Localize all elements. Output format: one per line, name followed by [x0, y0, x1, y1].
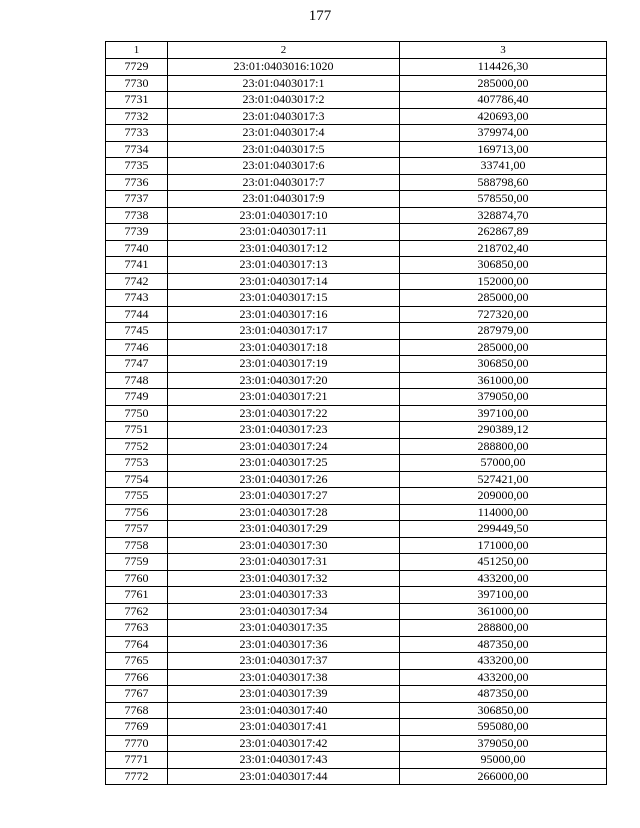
value-cell: 595080,00	[400, 719, 607, 736]
table-row	[106, 224, 607, 241]
value-cell: 407786,40	[400, 92, 607, 109]
row-index-cell: 7763	[106, 620, 168, 637]
table-row	[106, 405, 607, 422]
column-header-1: 1	[106, 42, 168, 59]
cadastral-number-cell: 23:01:0403017:40	[168, 702, 400, 719]
cadastral-number-cell: 23:01:0403017:23	[168, 422, 400, 439]
row-index-cell: 7745	[106, 323, 168, 340]
table-row	[106, 603, 607, 620]
cadastral-number-cell: 23:01:0403017:4	[168, 125, 400, 142]
cadastral-number-cell: 23:01:0403017:38	[168, 669, 400, 686]
cadastral-number-cell: 23:01:0403017:32	[168, 570, 400, 587]
row-index-cell: 7738	[106, 207, 168, 224]
row-index-cell: 7769	[106, 719, 168, 736]
row-index-cell: 7758	[106, 537, 168, 554]
value-cell: 287979,00	[400, 323, 607, 340]
row-index-cell: 7757	[106, 521, 168, 538]
row-index-cell: 7752	[106, 438, 168, 455]
table-row	[106, 92, 607, 109]
cadastral-number-cell: 23:01:0403017:41	[168, 719, 400, 736]
table-row	[106, 273, 607, 290]
value-cell: 262867,89	[400, 224, 607, 241]
cadastral-number-cell: 23:01:0403017:35	[168, 620, 400, 637]
row-index-cell: 7732	[106, 108, 168, 125]
row-index-cell: 7762	[106, 603, 168, 620]
value-cell: 328874,70	[400, 207, 607, 224]
row-index-cell: 7749	[106, 389, 168, 406]
value-cell: 288800,00	[400, 438, 607, 455]
row-index-cell: 7744	[106, 306, 168, 323]
value-cell: 299449,50	[400, 521, 607, 538]
value-cell: 288800,00	[400, 620, 607, 637]
cadastral-number-cell: 23:01:0403017:25	[168, 455, 400, 472]
row-index-cell: 7729	[106, 59, 168, 76]
value-cell: 433200,00	[400, 570, 607, 587]
value-cell: 285000,00	[400, 290, 607, 307]
table-row	[106, 471, 607, 488]
value-cell: 527421,00	[400, 471, 607, 488]
table-row	[106, 653, 607, 670]
value-cell: 397100,00	[400, 587, 607, 604]
cadastral-number-cell: 23:01:0403017:5	[168, 141, 400, 158]
table-row	[106, 686, 607, 703]
value-cell: 95000,00	[400, 752, 607, 769]
table-row	[106, 108, 607, 125]
cadastral-number-cell: 23:01:0403017:37	[168, 653, 400, 670]
table-row	[106, 141, 607, 158]
value-cell: 433200,00	[400, 653, 607, 670]
table-row	[106, 735, 607, 752]
row-index-cell: 7731	[106, 92, 168, 109]
cadastral-number-cell: 23:01:0403017:15	[168, 290, 400, 307]
table-row	[106, 339, 607, 356]
cadastral-number-cell: 23:01:0403017:9	[168, 191, 400, 208]
row-index-cell: 7735	[106, 158, 168, 175]
row-index-cell: 7772	[106, 768, 168, 785]
value-cell: 379050,00	[400, 735, 607, 752]
cadastral-number-cell: 23:01:0403016:1020	[168, 59, 400, 76]
value-cell: 361000,00	[400, 603, 607, 620]
value-cell: 306850,00	[400, 257, 607, 274]
cadastral-number-cell: 23:01:0403017:24	[168, 438, 400, 455]
cadastral-number-cell: 23:01:0403017:39	[168, 686, 400, 703]
row-index-cell: 7768	[106, 702, 168, 719]
value-cell: 433200,00	[400, 669, 607, 686]
cadastral-number-cell: 23:01:0403017:30	[168, 537, 400, 554]
value-cell: 361000,00	[400, 372, 607, 389]
row-index-cell: 7734	[106, 141, 168, 158]
table-row	[106, 669, 607, 686]
row-index-cell: 7771	[106, 752, 168, 769]
table-row	[106, 240, 607, 257]
value-cell: 209000,00	[400, 488, 607, 505]
row-index-cell: 7755	[106, 488, 168, 505]
row-index-cell: 7750	[106, 405, 168, 422]
table-row	[106, 570, 607, 587]
value-cell: 290389,12	[400, 422, 607, 439]
table-body	[106, 59, 607, 785]
table-row	[106, 191, 607, 208]
row-index-cell: 7748	[106, 372, 168, 389]
value-cell: 306850,00	[400, 356, 607, 373]
value-cell: 114000,00	[400, 504, 607, 521]
cadastral-number-cell: 23:01:0403017:42	[168, 735, 400, 752]
cadastral-number-cell: 23:01:0403017:43	[168, 752, 400, 769]
row-index-cell: 7746	[106, 339, 168, 356]
cadastral-number-cell: 23:01:0403017:28	[168, 504, 400, 521]
row-index-cell: 7739	[106, 224, 168, 241]
cadastral-number-cell: 23:01:0403017:12	[168, 240, 400, 257]
table-row	[106, 537, 607, 554]
table-row	[106, 290, 607, 307]
value-cell: 379974,00	[400, 125, 607, 142]
value-cell: 114426,30	[400, 59, 607, 76]
value-cell: 152000,00	[400, 273, 607, 290]
value-cell: 171000,00	[400, 537, 607, 554]
page-number: 177	[308, 8, 332, 24]
table-row	[106, 752, 607, 769]
row-index-cell: 7759	[106, 554, 168, 571]
value-cell: 285000,00	[400, 339, 607, 356]
value-cell: 218702,40	[400, 240, 607, 257]
value-cell: 451250,00	[400, 554, 607, 571]
table-row	[106, 636, 607, 653]
value-cell: 727320,00	[400, 306, 607, 323]
cadastre-table	[105, 41, 607, 785]
cadastral-number-cell: 23:01:0403017:21	[168, 389, 400, 406]
row-index-cell: 7751	[106, 422, 168, 439]
table-row	[106, 75, 607, 92]
cadastral-number-cell: 23:01:0403017:33	[168, 587, 400, 604]
table-row	[106, 174, 607, 191]
table-row	[106, 438, 607, 455]
value-cell: 306850,00	[400, 702, 607, 719]
cadastral-number-cell: 23:01:0403017:6	[168, 158, 400, 175]
value-cell: 397100,00	[400, 405, 607, 422]
row-index-cell: 7741	[106, 257, 168, 274]
cadastral-number-cell: 23:01:0403017:22	[168, 405, 400, 422]
cadastral-number-cell: 23:01:0403017:44	[168, 768, 400, 785]
cadastral-number-cell: 23:01:0403017:14	[168, 273, 400, 290]
column-header-2: 2	[168, 42, 400, 59]
value-cell: 33741,00	[400, 158, 607, 175]
table-row	[106, 620, 607, 637]
row-index-cell: 7756	[106, 504, 168, 521]
value-cell: 169713,00	[400, 141, 607, 158]
value-cell: 588798,60	[400, 174, 607, 191]
row-index-cell: 7761	[106, 587, 168, 604]
table-row	[106, 554, 607, 571]
cadastral-number-cell: 23:01:0403017:27	[168, 488, 400, 505]
table-row	[106, 356, 607, 373]
value-cell: 285000,00	[400, 75, 607, 92]
cadastral-number-cell: 23:01:0403017:13	[168, 257, 400, 274]
value-cell: 487350,00	[400, 686, 607, 703]
row-index-cell: 7766	[106, 669, 168, 686]
value-cell: 379050,00	[400, 389, 607, 406]
row-index-cell: 7764	[106, 636, 168, 653]
table-row	[106, 125, 607, 142]
row-index-cell: 7742	[106, 273, 168, 290]
cadastral-number-cell: 23:01:0403017:11	[168, 224, 400, 241]
row-index-cell: 7760	[106, 570, 168, 587]
cadastral-number-cell: 23:01:0403017:36	[168, 636, 400, 653]
value-cell: 487350,00	[400, 636, 607, 653]
row-index-cell: 7770	[106, 735, 168, 752]
row-index-cell: 7767	[106, 686, 168, 703]
table-row	[106, 306, 607, 323]
value-cell: 578550,00	[400, 191, 607, 208]
cadastral-number-cell: 23:01:0403017:17	[168, 323, 400, 340]
table-row	[106, 389, 607, 406]
table-row	[106, 521, 607, 538]
cadastral-number-cell: 23:01:0403017:16	[168, 306, 400, 323]
table-row	[106, 158, 607, 175]
table-row	[106, 323, 607, 340]
row-index-cell: 7733	[106, 125, 168, 142]
table-row	[106, 488, 607, 505]
header-row	[106, 42, 607, 59]
row-index-cell: 7754	[106, 471, 168, 488]
cadastral-number-cell: 23:01:0403017:18	[168, 339, 400, 356]
cadastral-number-cell: 23:01:0403017:1	[168, 75, 400, 92]
table-row	[106, 719, 607, 736]
cadastral-number-cell: 23:01:0403017:7	[168, 174, 400, 191]
row-index-cell: 7747	[106, 356, 168, 373]
table-row	[106, 372, 607, 389]
table-row	[106, 768, 607, 785]
row-index-cell: 7743	[106, 290, 168, 307]
value-cell: 420693,00	[400, 108, 607, 125]
cadastral-number-cell: 23:01:0403017:34	[168, 603, 400, 620]
cadastral-number-cell: 23:01:0403017:3	[168, 108, 400, 125]
table-row	[106, 504, 607, 521]
cadastral-number-cell: 23:01:0403017:2	[168, 92, 400, 109]
row-index-cell: 7740	[106, 240, 168, 257]
cadastral-number-cell: 23:01:0403017:20	[168, 372, 400, 389]
row-index-cell: 7737	[106, 191, 168, 208]
row-index-cell: 7753	[106, 455, 168, 472]
row-index-cell: 7730	[106, 75, 168, 92]
cadastral-number-cell: 23:01:0403017:26	[168, 471, 400, 488]
cadastral-number-cell: 23:01:0403017:29	[168, 521, 400, 538]
table-row	[106, 455, 607, 472]
cadastral-number-cell: 23:01:0403017:31	[168, 554, 400, 571]
cadastral-number-cell: 23:01:0403017:19	[168, 356, 400, 373]
cadastral-number-cell: 23:01:0403017:10	[168, 207, 400, 224]
value-cell: 57000,00	[400, 455, 607, 472]
value-cell: 266000,00	[400, 768, 607, 785]
table-row	[106, 587, 607, 604]
table-header	[106, 42, 607, 59]
table-row	[106, 207, 607, 224]
table-row	[106, 257, 607, 274]
table-row	[106, 702, 607, 719]
row-index-cell: 7765	[106, 653, 168, 670]
row-index-cell: 7736	[106, 174, 168, 191]
table-row	[106, 59, 607, 76]
table-row	[106, 422, 607, 439]
column-header-3: 3	[400, 42, 607, 59]
